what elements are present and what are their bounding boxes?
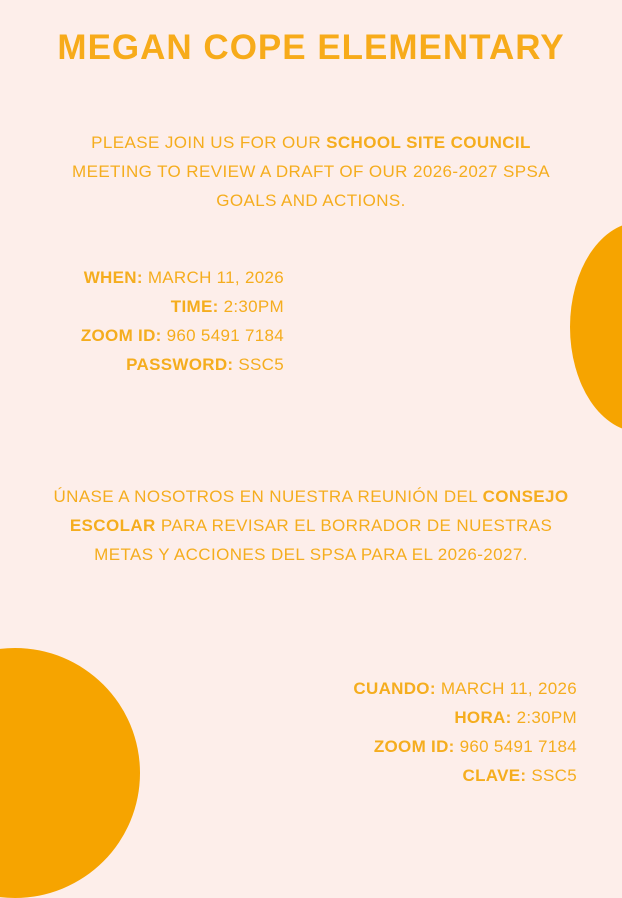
- spanish-emphasis-2: ESCOLAR: [69, 516, 156, 535]
- intro-line3: GOALS AND ACTIONS.: [216, 191, 406, 210]
- decorative-circle-right: [570, 222, 622, 432]
- spanish-text: [10, 482, 612, 569]
- decorative-circle-left: [0, 648, 140, 898]
- detail-hora: HORA: 2:30PM: [454, 708, 577, 727]
- detail-zoom-id: ZOOM ID: 960 5491 7184: [80, 326, 284, 345]
- spanish-line3: METAS Y ACCIONES DEL SPSA PARA EL 2026-2027.: [94, 545, 528, 564]
- spanish-details: [250, 674, 577, 790]
- intro-emphasis: SCHOOL SITE COUNCIL: [326, 133, 531, 152]
- spanish-line1: ÚNASE A NOSOTROS EN NUESTRA REUNIÓN DEL CONSEJO: [53, 487, 569, 506]
- intro-line1: PLEASE JOIN US FOR OUR SCHOOL SITE COUNCIL: [91, 133, 531, 152]
- intro-text: [40, 128, 582, 215]
- spanish-emphasis-1: CONSEJO: [482, 487, 569, 506]
- detail-when: WHEN: MARCH 11, 2026: [83, 268, 284, 287]
- page-title: MEGAN COPE ELEMENTARY: [57, 28, 565, 67]
- detail-zoom-id-es: ZOOM ID: 960 5491 7184: [373, 737, 577, 756]
- spanish-line2: ESCOLAR PARA REVISAR EL BORRADOR DE NUESTRAS: [69, 516, 553, 535]
- intro-line2: MEETING TO REVIEW A DRAFT OF OUR 2026-2027 SPSA: [72, 162, 550, 181]
- detail-clave: CLAVE: SSC5: [462, 766, 577, 785]
- detail-time: TIME: 2:30PM: [170, 297, 284, 316]
- english-details: [20, 263, 284, 379]
- detail-password: PASSWORD: SSC5: [126, 355, 284, 374]
- detail-cuando: CUANDO: MARCH 11, 2026: [353, 679, 577, 698]
